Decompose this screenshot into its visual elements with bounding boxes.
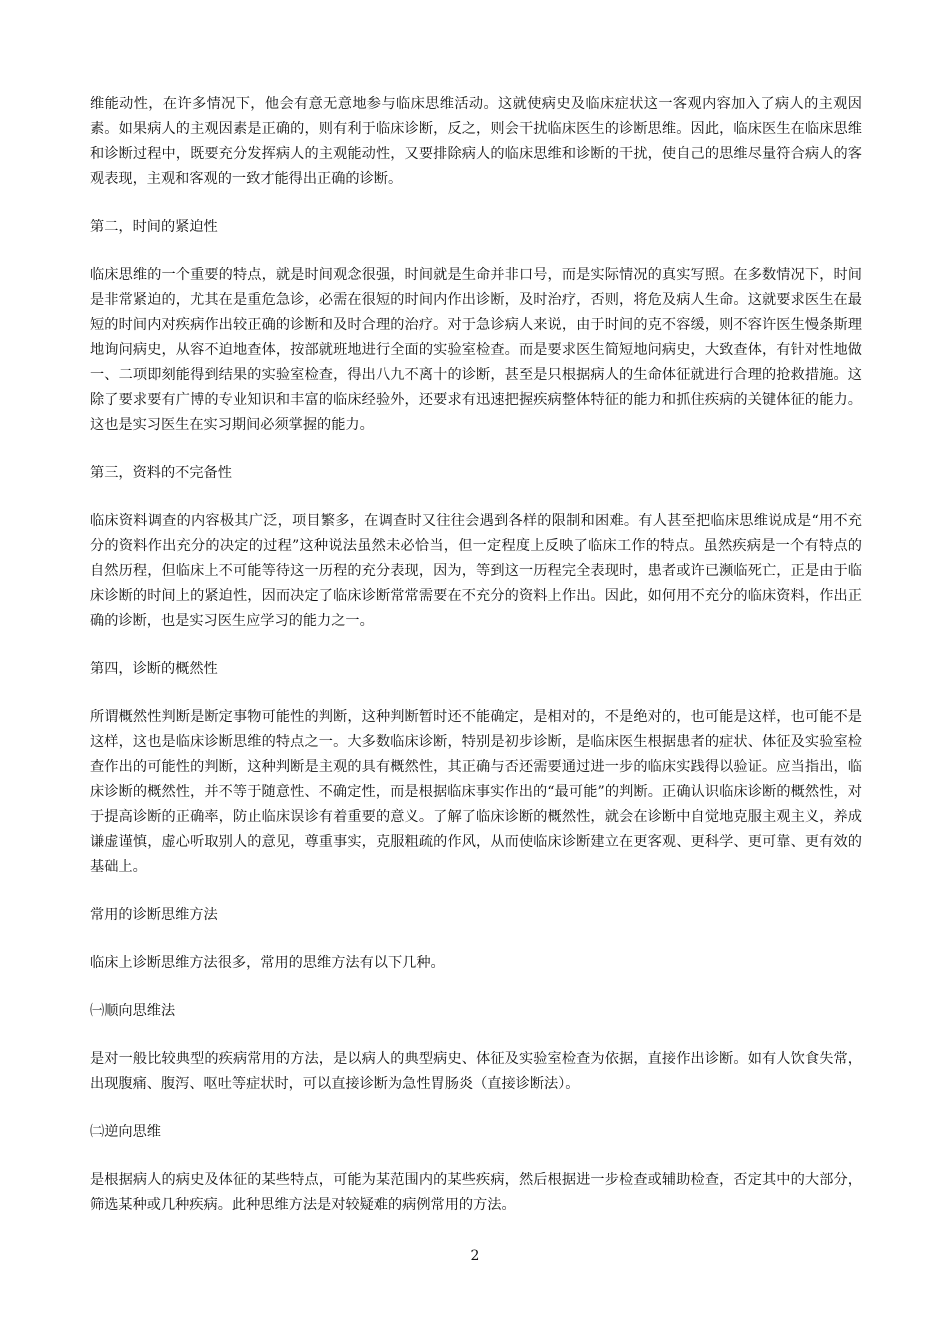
body-paragraph: 所谓概然性判断是断定事物可能性的判断，这种判断暂时还不能确定，是相对的，不是绝对的，也可能是这样，也可能不是这样，这也是临床诊断思维的特点之一。大多数临床诊断，特别是初步诊断，是临床医生根据患者的症状、体征及实验室检查作出的可能性的判断，这种判断是主观的具有概然性，其正确与否还需要通过进一步的临床实践得以验证。应当指出，临床诊断的概然性，并不等于随意性、不确定性，而是根据临床事实作出的“最可能”的判断。正确认识临床诊断的概然性，对于提高诊断的正确率，防止临床误诊有着重要的意义。了解了临床诊断的概然性，就会在诊断中自觉地克服主观主义，养成谦虚谨慎，虚心听取别人的意见，尊重事实，克服粗疏的作风，从而使临床诊断建立在更客观、更科学、更可靠、更有效的基础上。 bbox=[90, 709, 862, 875]
body-paragraph: 维能动性，在许多情况下，他会有意无意地参与临床思维活动。这就使病史及临床症状这一客观内容加入了病人的主观因素。如果病人的主观因素是正确的，则有利于临床诊断，反之，则会干扰临床医生的诊断思维。因此，临床医生在临床思维和诊断过程中，既要充分发挥病人的主观能动性，又要排除病人的临床思维和诊断的干扰，使自己的思维尽量符合病人的客观表现，主观和客观的一致才能得出正确的诊断。 bbox=[90, 96, 862, 187]
page-content bbox=[90, 92, 862, 1241]
section-heading: 第三，资料的不完备性 bbox=[90, 465, 232, 481]
body-paragraph: 临床上诊断思维方法很多，常用的思维方法有以下几种。 bbox=[90, 955, 445, 971]
body-paragraph: 是对一般比较典型的疾病常用的方法，是以病人的典型病史、体征及实验室检查为依据，直接作出诊断。如有人饮食失常，出现腹痛、腹泻、呕吐等症状时，可以直接诊断为急性胃肠炎（直接诊断法）。 bbox=[90, 1051, 862, 1092]
section-heading: 常用的诊断思维方法 bbox=[90, 907, 218, 923]
subsection-heading: ㈠顺向思维法 bbox=[90, 1003, 176, 1019]
page-number: 2 bbox=[470, 1248, 480, 1264]
subsection-heading: ㈡逆向思维 bbox=[90, 1124, 161, 1140]
section-heading: 第四，诊断的概然性 bbox=[90, 661, 218, 677]
body-paragraph: 临床思维的一个重要的特点，就是时间观念很强，时间就是生命并非口号，而是实际情况的真实写照。在多数情况下，时间是非常紧迫的，尤其在是重危急诊，必需在很短的时间内作出诊断，及时治疗，否则，将危及病人生命。这就要求医生在最短的时间内对疾病作出较正确的诊断和及时合理的治疗。对于急诊病人来说，由于时间的克不容缓，则不容许医生慢条斯理地询问病史，从容不迫地查体，按部就班地进行全面的实验室检查。而是要求医生简短地问病史，大致查体，有针对性地做一、二项即刻能得到结果的实验室检查，得出八九不离十的诊断，甚至是只根据病人的生命体征就进行合理的抢救措施。这除了要求要有广博的专业知识和丰富的临床经验外，还要求有迅速把握疾病整体特征的能力和抓住疾病的关键体征的能力。这也是实习医生在实习期间必须掌握的能力。 bbox=[90, 267, 862, 433]
body-paragraph: 是根据病人的病史及体征的某些特点，可能为某范围内的某些疾病，然后根据进一步检查或辅助检查，否定其中的大部分，筛选某种或几种疾病。此种思维方法是对较疑难的病例常用的方法。 bbox=[90, 1172, 862, 1213]
section-heading: 第二，时间的紧迫性 bbox=[90, 219, 218, 235]
body-paragraph: 临床资料调查的内容极其广泛，项目繁多，在调查时又往往会遇到各样的限制和困难。有人甚至把临床思维说成是“用不充分的资料作出充分的决定的过程”这种说法虽然未必恰当，但一定程度上反映了临床工作的特点。虽然疾病是一个有特点的自然历程，但临床上不可能等待这一历程的充分表现，因为，等到这一历程完全表现时，患者或许已濒临死亡，正是由于临床诊断的时间上的紧迫性，因而决定了临床诊断常常需要在不充分的资料上作出。因此，如何用不充分的临床资料，作出正确的诊断，也是实习医生应学习的能力之一。 bbox=[90, 513, 862, 629]
